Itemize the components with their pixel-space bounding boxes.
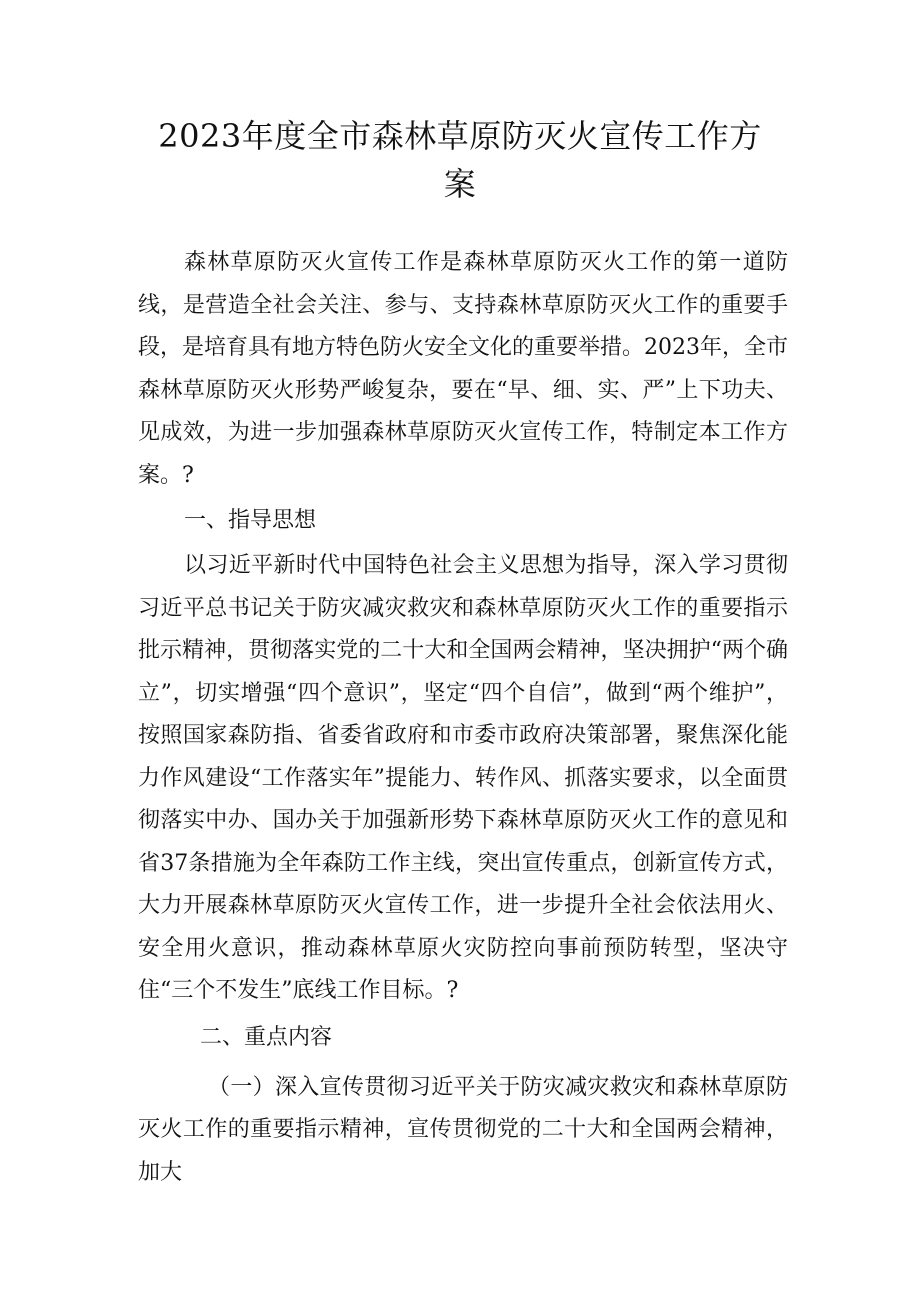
- key-content-paragraph: （一）深入宣传贯彻习近平关于防灾减灾救灾和森林草原防灭火工作的重要指示精神，宣传贯彻党的二十大和全国两会精神，加大: [138, 1074, 788, 1185]
- document-body: [138, 242, 788, 1194]
- section-heading-key-content: 二、重点内容: [200, 1024, 333, 1050]
- title-line-2: 案: [443, 165, 477, 203]
- intro-paragraph: 森林草原防灭火宣传工作是森林草原防灭火工作的第一道防线，是营造全社会关注、参与、支持森林草原防灭火工作的重要手段，是培育具有地方特色防火安全文化的重要举措。2023年，全市森林草原防灭火形势严峻复杂，要在“早、细、实、严”上下功夫、见成效，为进一步加强森林草原防灭火宣传工作，特制定本工作方案。?: [138, 250, 788, 488]
- title-line-1: 2023年度全市森林草原防灭火宣传工作方: [158, 117, 762, 155]
- guiding-ideology-paragraph: 以习近平新时代中国特色社会主义思想为指导，深入学习贯彻习近平总书记关于防灾减灾救灾和森林草原防灭火工作的重要指示批示精神，贯彻落实党的二十大和全国两会精神，坚决拥护“两个确立”，切实增强“四个意识”，坚定“四个自信”，做到“两个维护”，按照国家森防指、省委省政府和市委市政府决策部署，聚焦深化能力作风建设“工作落实年”提能力、转作风、抓落实要求，以全面贯彻落实中办、国办关于加强新形势下森林草原防灭火工作的意见和省37条措施为全年森防工作主线，突出宣传重点，创新宣传方式，大力开展森林草原防灭火宣传工作，进一步提升全社会依法用火、安全用火意识，推动森林草原火灾防控向事前预防转型，坚决守住“三个不发生”底线工作目标。?: [138, 553, 788, 1003]
- section-heading-guiding-ideology: 一、指导思想: [184, 508, 317, 533]
- document-title: [130, 112, 790, 208]
